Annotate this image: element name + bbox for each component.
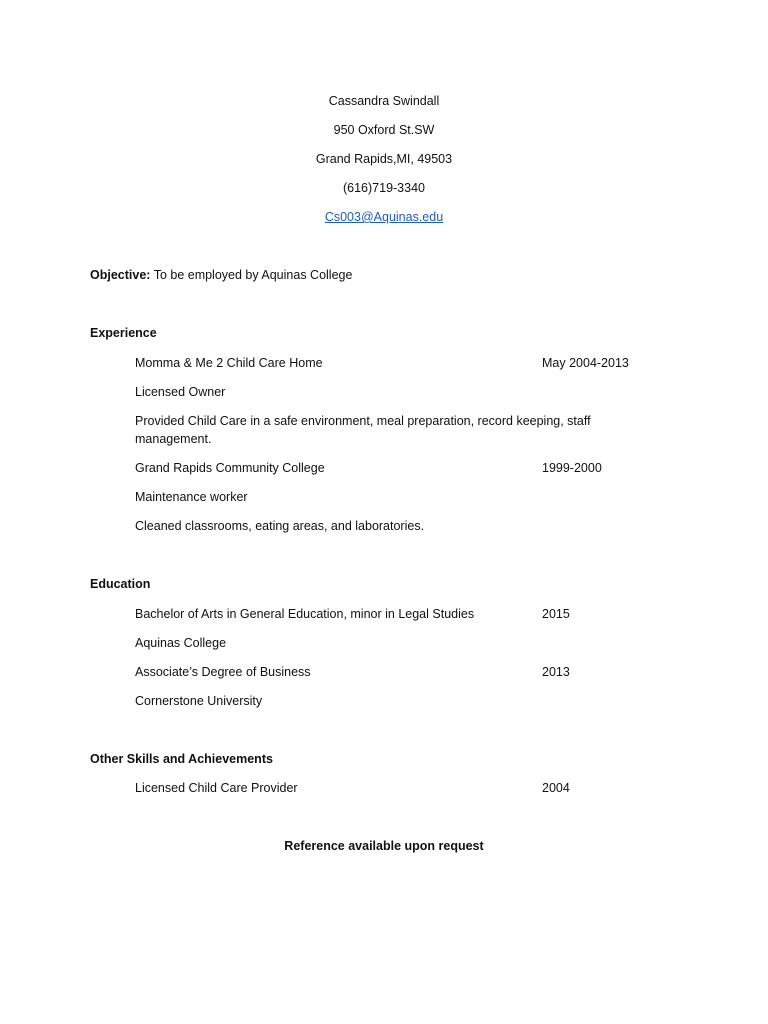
skill-year: 2004	[542, 781, 570, 795]
job-title: Licensed Owner	[135, 385, 226, 399]
skills-heading: Other Skills and Achievements	[90, 752, 273, 766]
objective-line	[90, 268, 352, 283]
education-degree: Bachelor of Arts in General Education, minor in Legal Studies	[135, 607, 475, 621]
objective-label: Objective:	[90, 268, 151, 282]
job-description: Provided Child Care in a safe environment, meal preparation, record keeping, staff management.	[135, 414, 591, 446]
address-line-2: Grand Rapids,MI, 49503	[315, 152, 453, 166]
address-line-1: 950 Oxford St.SW	[333, 123, 435, 137]
job-dates: May 2004-2013	[542, 356, 629, 370]
objective-text: To be employed by Aquinas College	[153, 268, 353, 282]
phone-number: (616)719-3340	[342, 181, 425, 195]
job-title: Maintenance worker	[135, 490, 248, 504]
education-degree: Associate’s Degree of Business	[135, 665, 311, 679]
education-year: 2015	[542, 607, 570, 621]
job-dates: 1999-2000	[542, 461, 602, 475]
experience-heading: Experience	[90, 326, 157, 340]
job-description: Cleaned classrooms, eating areas, and laboratories.	[135, 519, 425, 533]
education-school: Cornerstone University	[135, 694, 263, 708]
job-employer: Grand Rapids Community College	[135, 461, 325, 475]
job-employer: Momma & Me 2 Child Care Home	[135, 356, 323, 370]
email-container	[0, 210, 768, 225]
reference-note: Reference available upon request	[284, 839, 484, 853]
education-school: Aquinas College	[135, 636, 227, 650]
skill-item: Licensed Child Care Provider	[135, 781, 298, 795]
education-heading: Education	[90, 577, 151, 591]
applicant-name: Cassandra Swindall	[328, 94, 440, 108]
education-year: 2013	[542, 665, 570, 679]
email-link[interactable]: Cs003@Aquinas.edu	[324, 210, 444, 224]
